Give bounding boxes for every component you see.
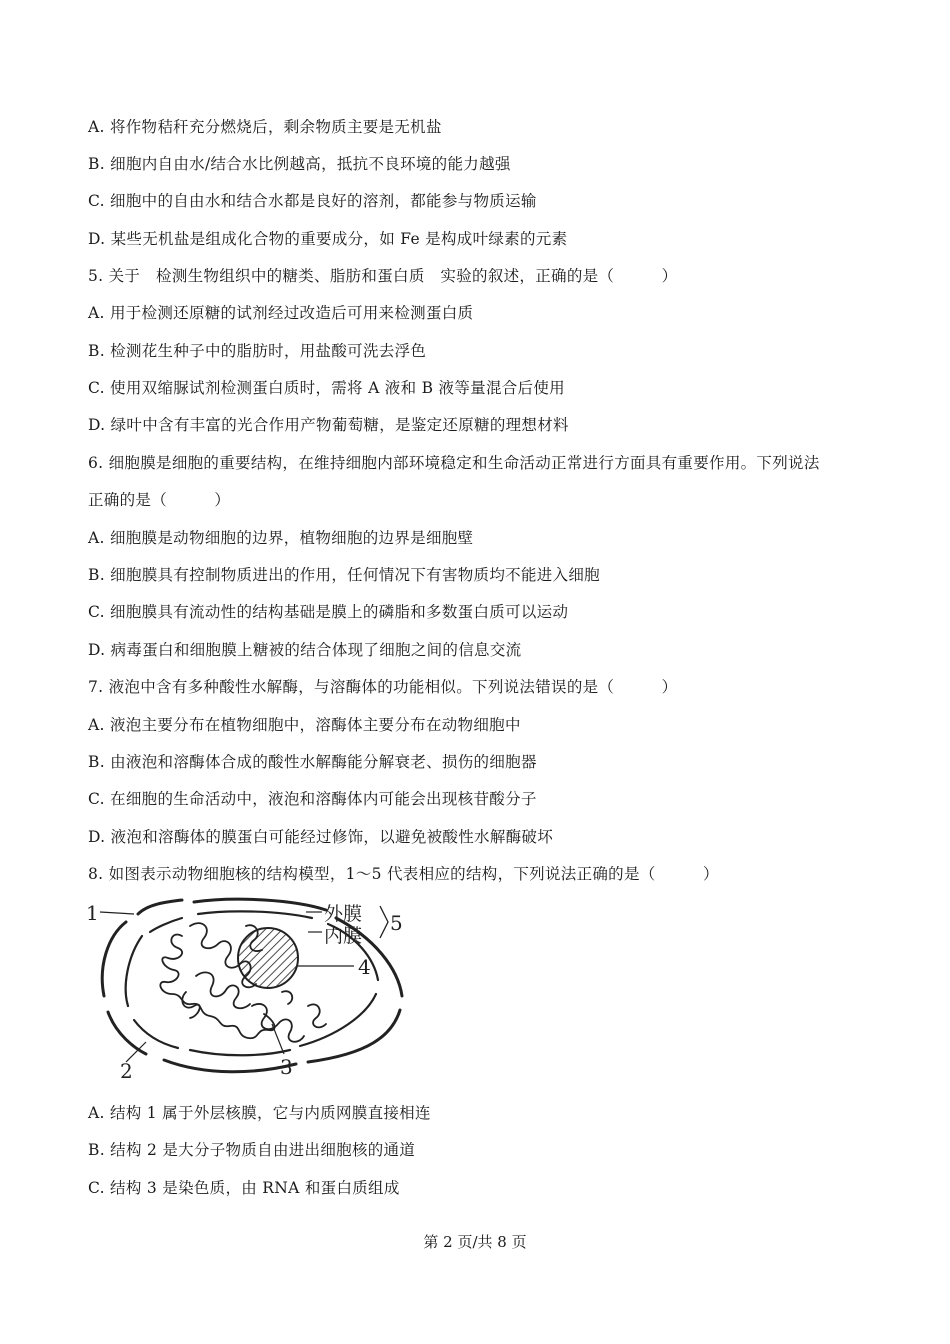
q6-option-c: C. 细胞膜具有流动性的结构基础是膜上的磷脂和多数蛋白质可以运动 xyxy=(88,603,569,621)
q6-stem: 6. 细胞膜是细胞的重要结构，在维持细胞内部环境稳定和生命活动正常进行方面具有重要作用。下列说法 xyxy=(88,454,820,472)
label-3: 3 xyxy=(280,1055,293,1079)
label-4: 4 xyxy=(358,955,371,979)
q5-option-a: A. 用于检测还原糖的试剂经过改造后可用来检测蛋白质 xyxy=(88,304,474,322)
nucleus-structure-figure xyxy=(86,896,416,1082)
label-1: 1 xyxy=(86,901,99,925)
q8-stem: 8. 如图表示动物细胞核的结构模型，1～5 代表相应的结构，下列说法正确的是（ ） xyxy=(88,865,719,883)
q7-option-c: C. 在细胞的生命活动中，液泡和溶酶体内可能会出现核苷酸分子 xyxy=(88,790,537,808)
q7-option-b: B. 由液泡和溶酶体合成的酸性水解酶能分解衰老、损伤的细胞器 xyxy=(88,753,537,771)
q7-option-d: D. 液泡和溶酶体的膜蛋白可能经过修饰，以避免被酸性水解酶破坏 xyxy=(88,828,554,846)
q7-option-a: A. 液泡主要分布在植物细胞中，溶酶体主要分布在动物细胞中 xyxy=(88,716,521,734)
q5-stem: 5. 关于 检测生物组织中的糖类、脂肪和蛋白质 实验的叙述，正确的是（ ） xyxy=(88,267,678,285)
q6-option-a: A. 细胞膜是动物细胞的边界，植物细胞的边界是细胞壁 xyxy=(88,529,474,547)
brace xyxy=(380,906,388,938)
q6-stem-cont: 正确的是（ ） xyxy=(88,491,231,509)
q8-option-a: A. 结构 1 属于外层核膜，它与内质网膜直接相连 xyxy=(88,1104,431,1122)
q6-option-b: B. 细胞膜具有控制物质进出的作用，任何情况下有害物质均不能进入细胞 xyxy=(88,566,600,584)
label-inner-membrane: 内膜 xyxy=(324,925,363,947)
leader-lines xyxy=(100,912,354,1062)
label-outer-membrane: 外膜 xyxy=(324,903,363,925)
q8-option-c: C. 结构 3 是染色质，由 RNA 和蛋白质组成 xyxy=(88,1179,400,1197)
nucleolus xyxy=(238,928,298,988)
q4-option-b: B. 细胞内自由水/结合水比例越高，抵抗不良环境的能力越强 xyxy=(88,155,511,173)
label-2: 2 xyxy=(120,1059,133,1082)
q8-option-b: B. 结构 2 是大分子物质自由进出细胞核的通道 xyxy=(88,1141,416,1159)
page-footer: 第 2 页/共 8 页 xyxy=(423,1233,527,1251)
q4-option-d: D. 某些无机盐是组成化合物的重要成分，如 Fe 是构成叶绿素的元素 xyxy=(88,230,568,248)
q7-stem: 7. 液泡中含有多种酸性水解酶，与溶酶体的功能相似。下列说法错误的是（ ） xyxy=(88,678,678,696)
q4-option-a: A. 将作物秸秆充分燃烧后，剩余物质主要是无机盐 xyxy=(88,118,442,136)
label-5: 5 xyxy=(390,911,403,935)
q5-option-b: B. 检测花生种子中的脂肪时，用盐酸可洗去浮色 xyxy=(88,342,427,360)
q4-option-c: C. 细胞中的自由水和结合水都是良好的溶剂，都能参与物质运输 xyxy=(88,192,537,210)
q5-option-d: D. 绿叶中含有丰富的光合作用产物葡萄糖，是鉴定还原糖的理想材料 xyxy=(88,416,569,434)
q5-option-c: C. 使用双缩脲试剂检测蛋白质时，需将 A 液和 B 液等量混合后使用 xyxy=(88,379,565,397)
q6-option-d: D. 病毒蛋白和细胞膜上糖被的结合体现了细胞之间的信息交流 xyxy=(88,641,522,659)
